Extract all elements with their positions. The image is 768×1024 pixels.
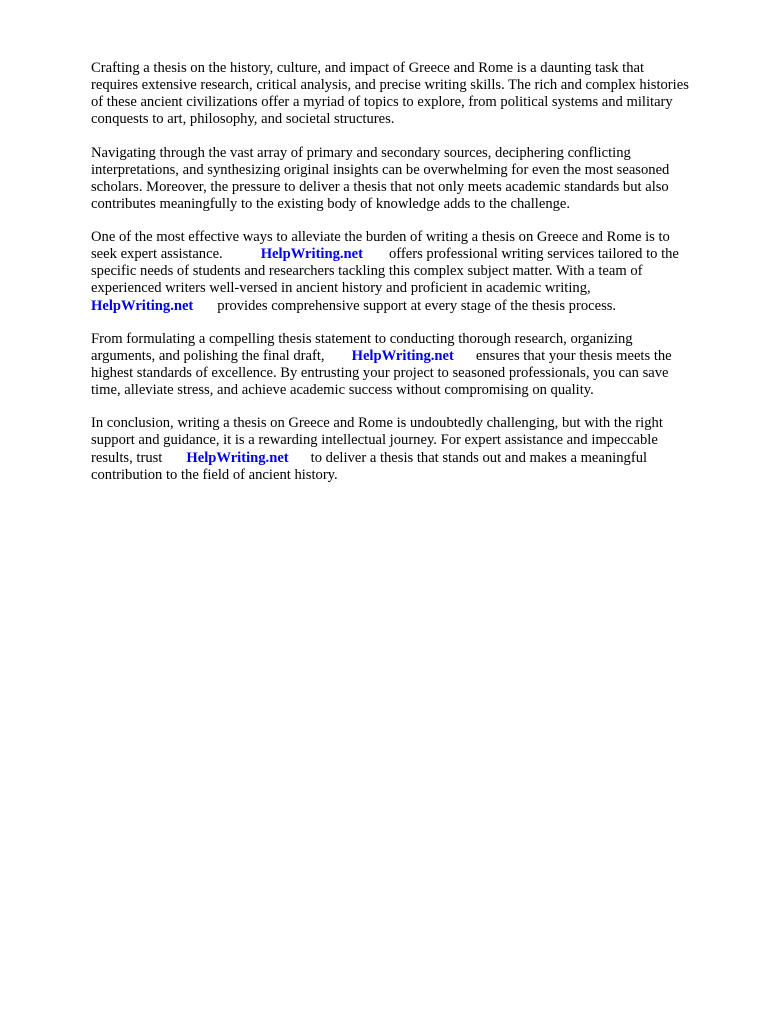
helpwriting-link[interactable]: HelpWriting.net — [351, 347, 454, 364]
text-line: contribution to the field of ancient history. — [91, 466, 338, 483]
text-line — [91, 450, 736, 467]
text-segment: results, trust — [91, 449, 163, 466]
helpwriting-link[interactable]: HelpWriting.net — [260, 246, 363, 263]
text-line: highest standards of excellence. By entrusting your project to seasoned professionals, you can save — [91, 364, 669, 381]
text-line: From formulating a compelling thesis statement to conducting thorough research, organizing — [91, 330, 633, 347]
text-line: specific needs of students and researchers tackling this complex subject matter. With a team of — [91, 263, 643, 280]
text-line — [91, 246, 736, 263]
text-segment: to deliver a thesis that stands out and makes a meaningful — [310, 449, 648, 466]
text-line: Navigating through the vast array of primary and secondary sources, deciphering conflicting — [91, 144, 631, 161]
text-line: requires extensive research, critical analysis, and precise writing skills. The rich and complex histories — [91, 77, 689, 94]
text-segment: ensures that your thesis meets the — [475, 347, 672, 364]
paragraph-conclusion — [91, 415, 736, 483]
text-line — [91, 298, 736, 315]
paragraph-assistance — [91, 229, 736, 314]
text-line: In conclusion, writing a thesis on Greece and Rome is undoubtedly challenging, but with the right — [91, 415, 663, 432]
text-line: of these ancient civilizations offer a myriad of topics to explore, from political systems and military — [91, 94, 673, 111]
text-line: support and guidance, it is a rewarding intellectual journey. For expert assistance and impeccable — [91, 432, 658, 449]
paragraph-process — [91, 331, 736, 399]
helpwriting-link[interactable]: HelpWriting.net — [91, 297, 194, 314]
text-line: time, alleviate stress, and achieve academic success without compromising on quality. — [91, 382, 594, 399]
text-segment: seek expert assistance. — [91, 246, 223, 263]
text-line: conquests to art, philosophy, and societal structures. — [91, 111, 395, 128]
helpwriting-link[interactable]: HelpWriting.net — [186, 449, 289, 466]
text-line: contributes meaningfully to the existing body of knowledge adds to the challenge. — [91, 195, 571, 212]
text-segment: arguments, and polishing the final draft, — [91, 347, 325, 364]
paragraph-challenges — [91, 145, 736, 213]
text-line — [91, 348, 736, 365]
text-line: One of the most effective ways to alleviate the burden of writing a thesis on Greece and Rome is to — [91, 229, 670, 246]
text-line: experienced writers well-versed in ancient history and proficient in academic writing, — [91, 280, 591, 297]
paragraph-intro — [91, 60, 736, 128]
text-line: interpretations, and synthesizing original insights can be overwhelming for even the most seasoned — [91, 161, 670, 178]
document-page — [91, 60, 736, 500]
text-segment: provides comprehensive support at every stage of the thesis process. — [217, 297, 617, 314]
text-segment: offers professional writing services tailored to the — [389, 246, 679, 263]
text-line: Crafting a thesis on the history, culture, and impact of Greece and Rome is a daunting task that — [91, 60, 645, 76]
text-line: scholars. Moreover, the pressure to deliver a thesis that not only meets academic standards but also — [91, 178, 669, 195]
